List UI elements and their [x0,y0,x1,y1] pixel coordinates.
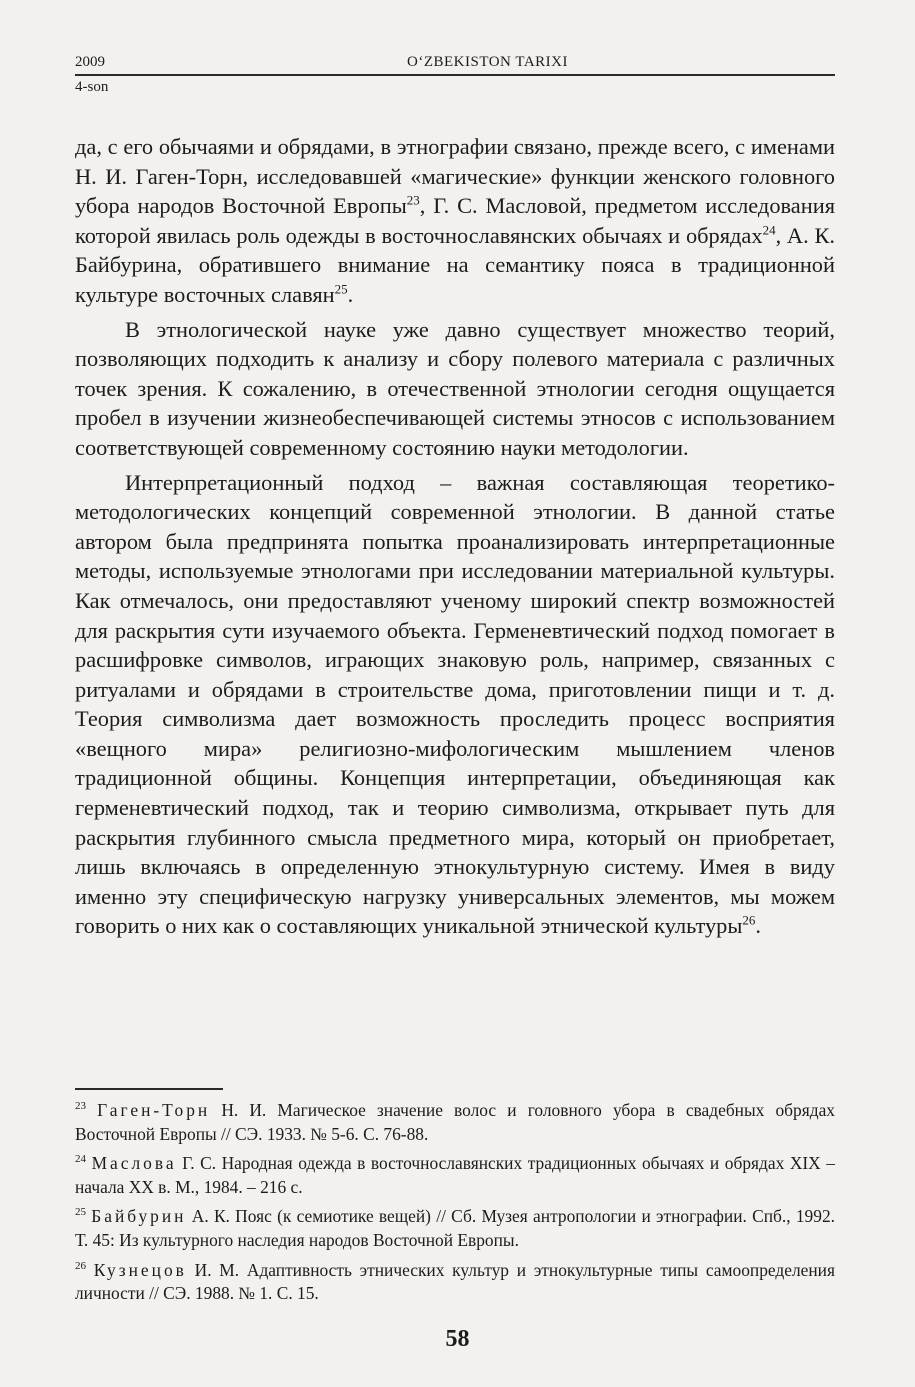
page-number: 58 [445,1326,470,1352]
footnotes [75,1099,835,1312]
footnote-text: Н. И. Магическое значение волос и головного убора в свадебных обрядах Восточной Европы // СЭ. 1933. № 5-6. С. 76-88. [75,1100,835,1144]
footnote-rule [75,1088,223,1090]
article-body [75,132,835,946]
footnote-ref-25[interactable]: 25 [334,281,348,297]
footnote-text: И. М. Адаптивность этнических культур и этнокультурные типы самоопределения личности // СЭ. 1988. № 1. С. 15. [75,1259,835,1304]
header-issue: 4-son [75,79,109,95]
footnote-author: Кузнецов [93,1259,187,1280]
footnote-ref-23[interactable]: 23 [406,192,420,208]
footnote-number: 24 [75,1153,86,1166]
footnote-author: Байбурин [91,1206,187,1227]
footnote-26 [75,1259,835,1306]
paragraph-1: да, с его обычаями и обрядами, в этнографии связано, прежде всего, с именами Н. И. Гаген-Торн, исследовавшей «магические» функции женского головного убора народов Восточной Европы$^{23}$, Г. С. Масловой, предметом исследования которой явилась роль одежды в восточнославянских обычаях и обрядах$^{24}$, А. К. Байбурина, обратившего внимание на семантику пояса в традиционной культуре восточных славян$^{25}$. [75,134,836,307]
footnote-author: Гаген-Торн [97,1100,211,1120]
footnote-number: 25 [75,1206,86,1219]
footnote-25 [75,1205,835,1252]
paragraph-2: В этнологической науке уже давно существует множество теорий, позволяющих подходить к анализу и сбору полевого материала с различных точек зрения. К сожалению, в отечественной этнологии сегодня ощущается пробел в изучении жизнеобеспечивающей системы этносов с использованием соответствующей современному состоянию науки методологии. [75,316,835,460]
header-journal-title: O‘ZBEKISTON TARIXI [407,54,568,70]
footnote-text: А. К. Пояс (к семиотике вещей) // Сб. Музея антропологии и этнографии. Спб., 1992. Т. 45: Из культурного наследия народов Восточной Европы. [75,1206,835,1250]
paragraph-3: Интерпретационный подход – важная составляющая теоретико-методологических концепций современной этнологии. В данной статье автором была предпринята попытка проанализировать интерпретационные методы, используемые этнологами при исследовании материальной культуры. Как отмечалось, они предоставляют ученому широкий спектр возможностей для раскрытия сути изучаемого объекта. Герменевтический подход помогает в расшифровке символов, играющих знаковую роль, например, связанных с ритуалами и обрядами в строительстве дома, приготовлении пищи и т. д. Теория символизма дает возможность проследить процесс восприятия «вещного мира» религиозно-мифологическим мышлением членов традиционной общины. Концепция интерпретации, объединяющая как герменевтический подход, так и теорию символизма, открывает путь для раскрытия глубинного смысла предметного мира, который он приобретает, лишь включаясь в определенную этнокультурную систему. Имея в виду именно эту специфическую нагрузку универсальных элементов, мы можем говорить о них как о составляющих уникальной этнической культуры$^{26}$. [75,469,835,939]
footnote-ref-26[interactable]: 26 [742,912,756,928]
footnote-24 [75,1152,835,1199]
footnote-23 [75,1099,835,1146]
footnote-ref-24[interactable]: 24 [762,222,776,238]
footnote-text: Г. С. Народная одежда в восточнославянских традиционных обычаях и обрядах XIX – начала XX в. М., 1984. – 216 с. [75,1153,835,1197]
footnote-author: Маслова [91,1153,177,1174]
header-rule [75,74,835,76]
footnote-number: 26 [75,1259,86,1272]
footnote-number: 23 [75,1100,86,1113]
header-year: 2009 [75,54,105,70]
